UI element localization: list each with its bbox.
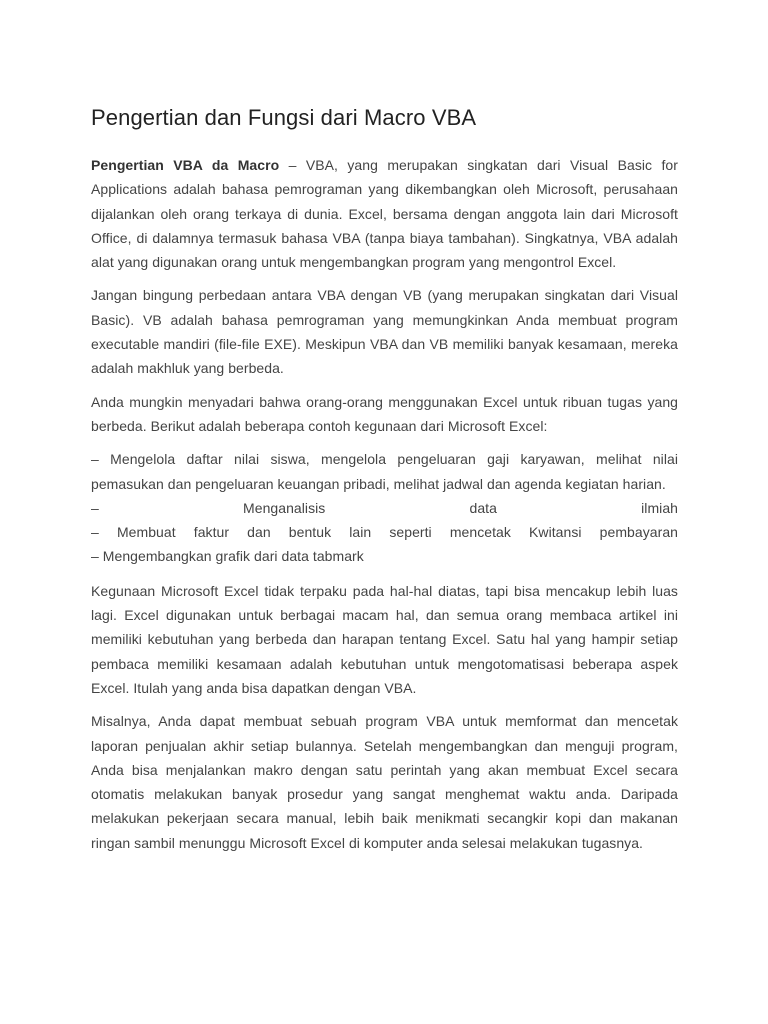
vb-difference-paragraph: Jangan bingung perbedaan antara VBA dengan VB (yang merupakan singkatan dari Visual Basic). VB adalah bahasa pemrograman yang memungkinkan Anda membuat program executable mandiri (file-file EXE). Meskipun VBA dan VB memiliki banyak kesamaan, mereka adalah makhluk yang berbeda.	[91, 287, 678, 377]
intro-lead: Pengertian VBA da Macro	[91, 157, 280, 173]
intro-text: – VBA, yang merupakan singkatan dari Visual Basic for Applications adalah bahasa pemrograman yang dikembangkan oleh Microsoft, perusahaan dijalankan oleh orang terkaya di dunia. Excel, bersama dengan anggota lain dari Microsoft Office, di dalamnya termasuk bahasa VBA (tanpa biaya tambahan). Singkatnya, VBA adalah alat yang digunakan orang untuk mengembangkan program yang mengontrol Excel.	[91, 157, 678, 271]
more-uses-paragraph: Kegunaan Microsoft Excel tidak terpaku pada hal-hal diatas, tapi bisa mencakup lebih luas lagi. Excel digunakan untuk berbagai macam hal, dan semua orang membaca artikel ini memiliki kebutuhan yang berbeda dan harapan tentang Excel. Satu hal yang hampir setiap pembaca memiliki kesamaan adalah kebutuhan untuk mengotomatisasi beberapa aspek Excel. Itulah yang anda bisa dapatkan dengan VBA.	[91, 582, 678, 696]
uses-list	[91, 447, 678, 568]
list-item: – Menganalisis data ilmiah	[91, 499, 678, 516]
intro-paragraph	[91, 153, 678, 274]
uses-intro-paragraph: Anda mungkin menyadari bahwa orang-orang menggunakan Excel untuk ribuan tugas yang berbeda. Berikut adalah beberapa contoh kegunaan dari Microsoft Excel:	[91, 393, 678, 434]
list-item: – Mengembangkan grafik dari data tabmark	[91, 548, 364, 565]
list-item: – Membuat faktur dan bentuk lain seperti mencetak Kwitansi pembayaran	[91, 524, 678, 541]
list-item: – Mengelola daftar nilai siswa, mengelola pengeluaran gaji karyawan, melihat nilai pemasukan dan pengeluaran keuangan pribadi, melihat jadwal dan agenda kegiatan harian.	[91, 451, 678, 492]
example-paragraph: Misalnya, Anda dapat membuat sebuah program VBA untuk memformat dan mencetak laporan penjualan akhir setiap bulannya. Setelah mengembangkan dan menguji program, Anda bisa menjalankan makro dengan satu perintah yang akan membuat Excel secara otomatis melakukan banyak prosedur yang sangat menghemat waktu anda. Daripada melakukan pekerjaan secara manual, lebih baik menikmati secangkir kopi dan makanan ringan sambil menunggu Microsoft Excel di komputer anda selesai melakukan tugasnya.	[91, 713, 678, 851]
article-title: Pengertian dan Fungsi dari Macro VBA	[91, 105, 477, 130]
